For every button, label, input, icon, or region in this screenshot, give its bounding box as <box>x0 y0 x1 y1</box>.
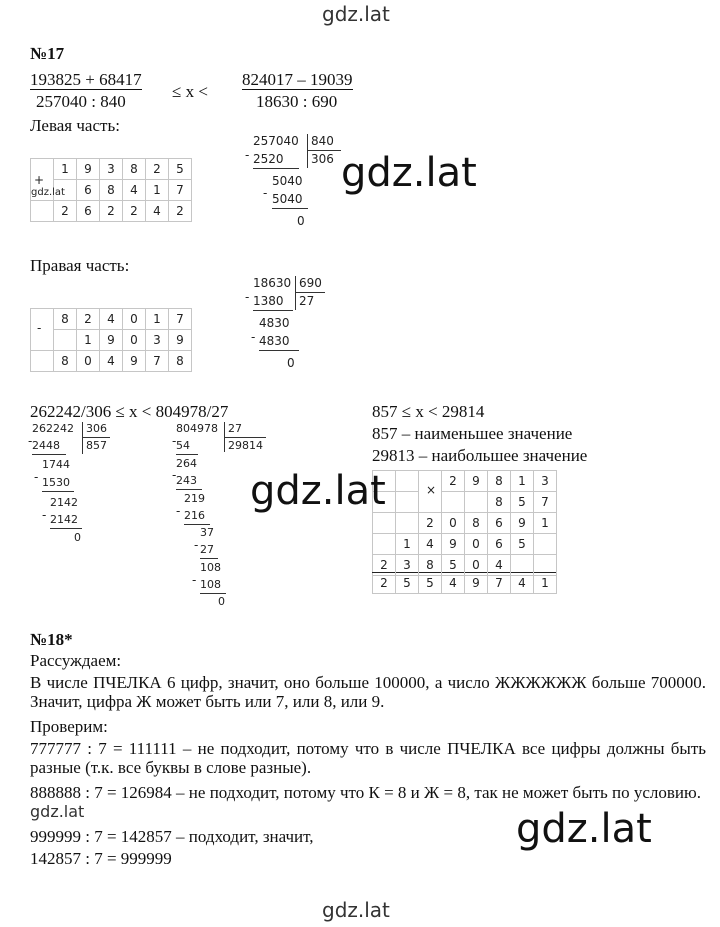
digit: 4 <box>488 555 511 576</box>
digit: 7 <box>488 573 511 594</box>
digit: 9 <box>442 534 465 555</box>
watermark-large-1: gdz.lat <box>341 150 477 196</box>
left-part-label: Левая часть: <box>30 116 120 135</box>
digit: 3 <box>100 159 123 180</box>
watermark-top: gdz.lat <box>322 2 390 26</box>
digit: 6 <box>77 180 100 201</box>
subtrahend: 216 <box>184 509 205 522</box>
task18-paragraph-5: 142857 : 7 = 999999 <box>30 849 172 868</box>
digit: 4 <box>100 309 123 330</box>
max-value: 29813 – наибольшее значение <box>372 446 588 465</box>
digit: 2 <box>54 201 77 222</box>
quotient: 29814 <box>228 439 263 452</box>
subtrahend: 27 <box>200 543 214 556</box>
watermark-large-2: gdz.lat <box>250 468 386 514</box>
remainder-zero: 0 <box>297 214 305 228</box>
task18-reason: Рассуждаем: <box>30 651 122 670</box>
digit: 2 <box>123 201 146 222</box>
digit: 8 <box>488 471 511 492</box>
digit: 6 <box>488 513 511 534</box>
digit: 1 <box>534 573 557 594</box>
digit: 9 <box>77 159 100 180</box>
digit: 1 <box>54 159 77 180</box>
remainder: 264 <box>176 457 197 470</box>
digit: 7 <box>146 351 169 372</box>
digit: 8 <box>465 513 488 534</box>
digit: 9 <box>100 330 123 351</box>
watermark-large-3: gdz.lat <box>516 806 652 852</box>
digit: 9 <box>511 513 534 534</box>
remainder: 219 <box>184 492 205 505</box>
digit: 7 <box>169 309 192 330</box>
subtrahend: 5040 <box>272 192 303 206</box>
remainder: 108 <box>200 561 221 574</box>
remainder: 5040 <box>272 174 303 188</box>
digit: 4 <box>419 534 442 555</box>
digit: 8 <box>54 309 77 330</box>
subtrahend: 243 <box>176 474 197 487</box>
digit: 0 <box>465 555 488 576</box>
digit: 4 <box>146 201 169 222</box>
plus-sign-cell: + gdz.lat <box>31 159 54 201</box>
relation-sign: ≤ x < <box>172 82 208 101</box>
subtrahend: 54 <box>176 439 190 452</box>
digit: 2 <box>373 573 396 594</box>
digit: 0 <box>465 534 488 555</box>
digit: 1 <box>534 513 557 534</box>
digit: 3 <box>396 555 419 576</box>
multiplication-total <box>372 572 557 594</box>
digit: 5 <box>419 573 442 594</box>
left-numerator: 193825 + 68417 <box>30 70 142 89</box>
digit: 9 <box>465 573 488 594</box>
digit: 5 <box>511 534 534 555</box>
digit: 8 <box>54 351 77 372</box>
remainder: 1744 <box>42 458 70 471</box>
digit: 5 <box>442 555 465 576</box>
remainder-zero: 0 <box>287 356 295 370</box>
digit: 2 <box>169 201 192 222</box>
digit: 4 <box>442 573 465 594</box>
dividend: 262242 <box>32 422 74 435</box>
digit: 3 <box>146 330 169 351</box>
division-804978-by-27: 804978 27 - 54 29814 264 - 243 219 - 216 37 - 27 108 - 108 0 <box>172 422 282 608</box>
divisor: 840 <box>311 134 334 148</box>
task18-paragraph-2: 777777 : 7 = 111111 – не подходит, потому что в числе ПЧЕЛКА все цифры должны быть разные (т.к. все буквы в слове разные). <box>30 739 706 777</box>
digit: 2 <box>419 513 442 534</box>
digit: 8 <box>419 555 442 576</box>
digit: 3 <box>534 471 557 492</box>
subtrahend: 2448 <box>32 439 60 452</box>
digit: 8 <box>488 492 511 513</box>
digit: 1 <box>77 330 100 351</box>
digit: 1 <box>396 534 419 555</box>
digit: 6 <box>77 201 100 222</box>
subtrahend: 2142 <box>50 513 78 526</box>
digit: 9 <box>123 351 146 372</box>
digit: 5 <box>396 573 419 594</box>
digit: 9 <box>465 471 488 492</box>
right-numerator: 824017 – 19039 <box>242 70 353 89</box>
digit: 0 <box>123 330 146 351</box>
inequality-line: 262242/306 ≤ x < 804978/27 <box>30 402 229 421</box>
digit: 1 <box>146 309 169 330</box>
subtrahend: 1380 <box>253 294 284 308</box>
digit: 2 <box>373 555 396 576</box>
subtrahend: 2520 <box>253 152 284 166</box>
digit: 4 <box>511 573 534 594</box>
digit: 9 <box>169 330 192 351</box>
task18-paragraph-1: В числе ПЧЕЛКА 6 цифр, значит, оно больше 100000, а число ЖЖЖЖЖЖ больше 700000. Значит, цифра Ж может быть или 7, или 8, или 9. <box>30 673 706 711</box>
digit: 2 <box>100 201 123 222</box>
remainder: 2142 <box>50 496 78 509</box>
subtrahend: 108 <box>200 578 221 591</box>
right-denominator: 18630 : 690 <box>256 92 338 111</box>
task18-check: Проверим: <box>30 717 108 736</box>
task18-paragraph-4: 999999 : 7 = 142857 – подходит, значит, <box>30 827 314 846</box>
divisor: 306 <box>86 422 107 435</box>
dividend: 804978 <box>176 422 218 435</box>
quotient: 27 <box>299 294 315 308</box>
digit: 7 <box>534 492 557 513</box>
dividend: 257040 <box>253 134 299 148</box>
min-value: 857 – наименьшее значение <box>372 424 573 443</box>
subtrahend: 1530 <box>42 476 70 489</box>
quotient: 306 <box>311 152 334 166</box>
task18-number: №18* <box>30 630 73 649</box>
remainder-zero: 0 <box>218 595 225 608</box>
left-denominator: 257040 : 840 <box>36 92 126 111</box>
dividend: 18630 <box>253 276 292 290</box>
division-262242-by-306: 262242 306 - 2448 857 1744 - 1530 2142 - 2142 0 <box>28 422 128 546</box>
digit: 5 <box>511 492 534 513</box>
digit: 2 <box>146 159 169 180</box>
subtraction-grid: - 8 2 4 0 1 7 1 9 0 3 9 8 0 4 9 7 8 <box>30 308 192 372</box>
digit: 6 <box>488 534 511 555</box>
digit: 8 <box>169 351 192 372</box>
division-18630-by-690: 18630 690 - 1380 27 4830 - 4830 0 <box>245 276 355 376</box>
task18-paragraph-3-text: 888888 : 7 = 126984 – не подходит, потому что К = 8 и Ж = 8, так не может быть по условию. <box>30 783 701 802</box>
digit: 5 <box>169 159 192 180</box>
remainder-zero: 0 <box>74 531 81 544</box>
divisor: 27 <box>228 422 242 435</box>
subtrahend: 4830 <box>259 334 290 348</box>
watermark-inline: gdz.lat <box>30 802 85 821</box>
digit: 2 <box>442 471 465 492</box>
digit: 1 <box>146 180 169 201</box>
digit: 4 <box>100 351 123 372</box>
digit: 1 <box>511 471 534 492</box>
multiplication-grid: × 2 9 8 1 3 8 5 7 2 0 8 6 9 1 1 4 9 0 6 5 2 3 8 5 0 4 <box>372 470 557 576</box>
digit: 0 <box>123 309 146 330</box>
digit: 0 <box>77 351 100 372</box>
digit: 8 <box>123 159 146 180</box>
remainder: 37 <box>200 526 214 539</box>
digit: 7 <box>169 180 192 201</box>
digit: 0 <box>442 513 465 534</box>
division-257040-by-840: 257040 840 - 2520 306 5040 - 5040 0 <box>245 134 365 234</box>
divisor: 690 <box>299 276 322 290</box>
result-range: 857 ≤ x < 29814 <box>372 402 485 421</box>
quotient: 857 <box>86 439 107 452</box>
task17-number: №17 <box>30 44 65 63</box>
digit: 4 <box>123 180 146 201</box>
watermark-bottom: gdz.lat <box>322 898 390 922</box>
right-part-label: Правая часть: <box>30 256 130 275</box>
digit: 8 <box>100 180 123 201</box>
remainder: 4830 <box>259 316 290 330</box>
addition-grid <box>30 158 192 222</box>
digit: 2 <box>77 309 100 330</box>
